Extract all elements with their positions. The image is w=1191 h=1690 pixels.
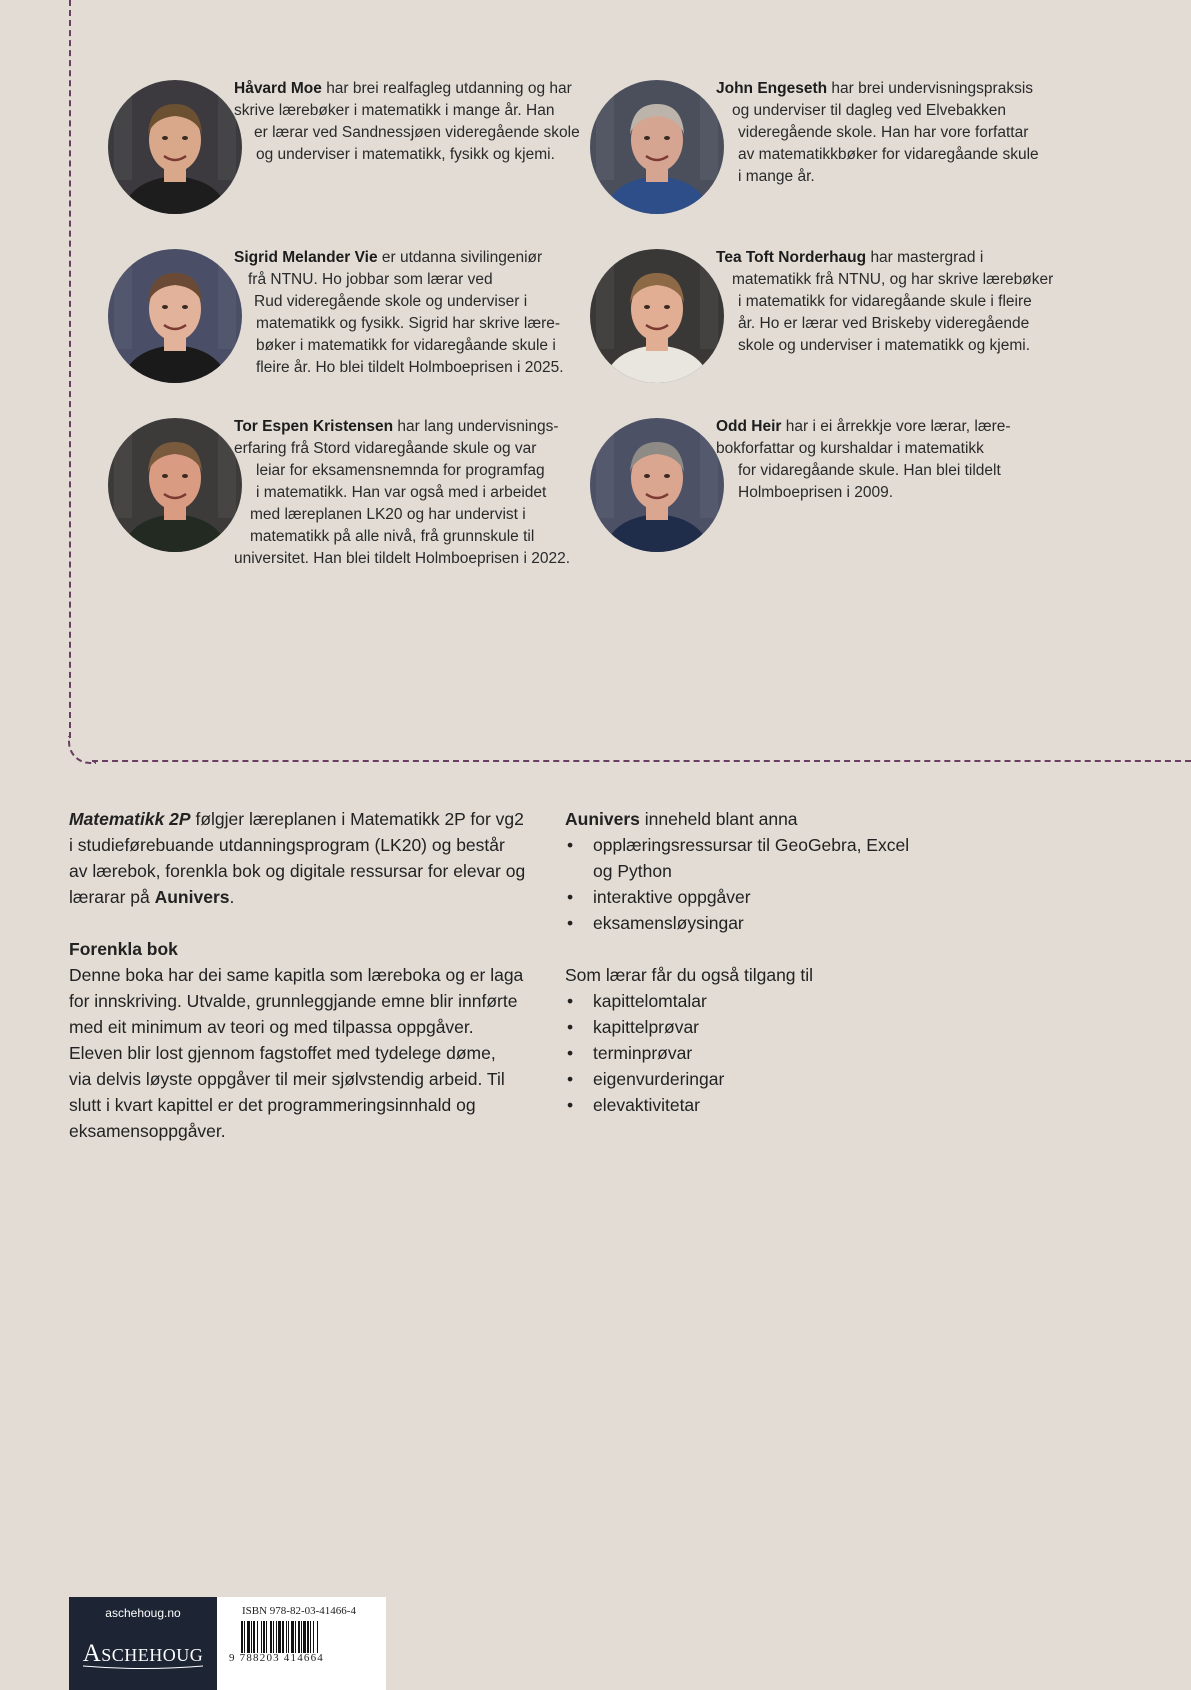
barcode-bar	[241, 1621, 243, 1653]
author-bio-line: fleire år. Ho blei tildelt Holmboeprisen i 2025.	[256, 359, 564, 376]
list-item: • eigenvurderingar	[565, 1066, 985, 1092]
barcode-bar	[303, 1621, 306, 1653]
author-bio-line: for vidaregåande skule. Han blei tildelt	[738, 462, 1001, 479]
forenkla-heading: Forenkla bok	[69, 939, 178, 959]
list-item: • kapittelprøvar	[565, 1014, 985, 1040]
forenkla-line: eksamensoppgåver.	[69, 1121, 226, 1141]
author-name: Tor Espen Kristensen	[234, 418, 394, 435]
list-item: • opplæringsressursar til GeoGebra, Excel og Python	[565, 832, 985, 884]
intro-paragraph	[69, 806, 569, 910]
svg-text:Aschehoug: Aschehoug	[82, 1640, 204, 1667]
barcode-bar	[251, 1621, 252, 1653]
aunivers-list	[565, 832, 985, 936]
intro-end: .	[229, 887, 235, 907]
barcode-bar	[263, 1621, 265, 1653]
barcode-bar	[286, 1621, 287, 1653]
author-photo	[590, 80, 724, 214]
author-bio-line: skrive lærebøker i matematikk i mange år. Han	[234, 102, 555, 119]
barcode-bar	[282, 1621, 284, 1653]
isbn-number: ISBN 978-82-03-41466-4	[242, 1605, 356, 1617]
author-photo	[108, 80, 242, 214]
author-bio	[716, 416, 1011, 504]
author-bio-line: Rud videregående skole og underviser i	[254, 293, 528, 310]
author-bio-line: med læreplanen LK20 og har undervist i	[250, 506, 526, 523]
author-bio-line: har mastergrad i	[870, 249, 984, 266]
barcode-bar	[270, 1621, 272, 1653]
author-bio	[716, 247, 1053, 357]
author-bio-line: matematikk frå NTNU, og har skrive lærebøker	[732, 271, 1054, 288]
intro-line: av lærebok, forenkla bok og digitale ressursar for elevar og	[69, 861, 526, 881]
barcode-bar	[253, 1621, 255, 1653]
forenkla-line: Denne boka har dei same kapitla som læreboka og er laga	[69, 965, 524, 985]
publisher-url[interactable]: aschehoug.no	[105, 1606, 181, 1620]
publisher-block	[69, 1597, 217, 1690]
list-item: • terminprøvar	[565, 1040, 985, 1066]
aunivers-intro	[565, 806, 985, 832]
aunivers-description	[565, 806, 985, 1118]
portrait-icon	[590, 249, 724, 383]
portrait-icon	[108, 418, 242, 552]
author-bio-line: skole og underviser i matematikk og kjemi.	[738, 337, 1031, 354]
publisher-logo	[69, 1633, 217, 1680]
barcode-bar	[310, 1621, 311, 1653]
barcode-bar	[257, 1621, 258, 1653]
author-bio-line: bøker i matematikk for vidaregåande skule i	[256, 337, 556, 354]
author-bio-line: leiar for eksamensnemnda for programfag	[256, 462, 545, 479]
author-bio-line: Holmboeprisen i 2009.	[738, 484, 894, 501]
intro-line: lærarar på	[69, 887, 150, 907]
barcode-bar	[313, 1621, 314, 1653]
author-bio-line: matematikk og fysikk. Sigrid har skrive lære-	[256, 315, 561, 332]
barcode-bar	[298, 1621, 300, 1653]
author-bio-line: år. Ho er lærar ved Briskeby videregående	[738, 315, 1030, 332]
teacher-intro: Som lærar får du også tilgang til	[565, 965, 814, 985]
author-bio-line: i matematikk. Han var også med i arbeidet	[256, 484, 547, 501]
aunivers-brand: Aunivers	[154, 887, 230, 907]
author-bio-line: frå NTNU. Ho jobbar som lærar ved	[248, 271, 493, 288]
barcode-bar	[317, 1621, 318, 1653]
isbn-block	[217, 1597, 386, 1690]
barcode-bar	[244, 1621, 245, 1653]
list-item: • elevaktivitetar	[565, 1092, 985, 1118]
author-bio-line: og underviser i matematikk, fysikk og kjemi.	[256, 146, 555, 163]
frame-dashed-left	[69, 0, 71, 738]
forenkla-line: Eleven blir lost gjennom fagstoffet med tydelege døme,	[69, 1043, 496, 1063]
barcode-bar	[301, 1621, 302, 1653]
barcode-digits: 9 788203 414664	[229, 1652, 324, 1664]
book-title: Matematikk 2P	[69, 809, 191, 829]
intro-line: i studieførebuande utdanningsprogram (LK20) og består	[69, 835, 505, 855]
author-photo	[590, 249, 724, 383]
aunivers-intro-rest: inneheld blant anna	[644, 809, 798, 829]
author-bio	[234, 416, 570, 570]
author-bio-line: er lærar ved Sandnessjøen videregående skole	[254, 124, 580, 141]
barcode-bar	[261, 1621, 262, 1653]
author-bio-line: matematikk på alle nivå, frå grunnskule til	[250, 528, 535, 545]
aschehoug-logo-icon	[69, 1633, 217, 1673]
author-bio-line: har brei realfagleg utdanning og har	[326, 80, 572, 97]
author-bio-line: videregående skole. Han har vore forfattar	[738, 124, 1029, 141]
barcode-bar	[288, 1621, 289, 1653]
author-photo	[590, 418, 724, 552]
barcode-bar	[247, 1621, 250, 1653]
forenkla-line: for innskriving. Utvalde, grunnleggjande emne blir innførte	[69, 991, 518, 1011]
aunivers-brand: Aunivers	[565, 809, 640, 829]
forenkla-line: med eit minimum av teori og med tilpassa oppgåver.	[69, 1017, 474, 1037]
author-bio-line: har lang undervisnings-	[397, 418, 559, 435]
author-photo	[108, 418, 242, 552]
author-bio-line: universitet. Han blei tildelt Holmboeprisen i 2022.	[234, 550, 571, 567]
teacher-list	[565, 988, 985, 1118]
author-bio	[716, 78, 1039, 188]
author-bio-line: av matematikkbøker for vidaregåande skule	[738, 146, 1039, 163]
barcode-icon	[241, 1621, 379, 1653]
author-bio-line: i mange år.	[738, 168, 815, 185]
list-item: • eksamensløysingar	[565, 910, 985, 936]
barcode-bar	[295, 1621, 296, 1653]
barcode-bar	[307, 1621, 309, 1653]
portrait-icon	[590, 80, 724, 214]
author-name: Sigrid Melander Vie	[234, 249, 378, 266]
author-bio-line: og underviser til dagleg ved Elvebakken	[732, 102, 1007, 119]
forenkla-line: via delvis løyste oppgåver til meir sjølvstendig arbeid. Til	[69, 1069, 505, 1089]
author-bio-line: har i ei årrekkje vore lærar, lære-	[785, 418, 1011, 435]
author-bio-line: i matematikk for vidaregåande skule i fleire	[738, 293, 1032, 310]
author-name: Tea Toft Norderhaug	[716, 249, 867, 266]
author-name: Odd Heir	[716, 418, 782, 435]
book-description	[69, 806, 569, 1144]
author-name: John Engeseth	[716, 80, 828, 97]
author-name: Håvard Moe	[234, 80, 322, 97]
author-bio-line: har brei undervisningspraksis	[831, 80, 1034, 97]
barcode-bar	[276, 1621, 277, 1653]
list-item: • interaktive oppgåver	[565, 884, 985, 910]
portrait-icon	[108, 80, 242, 214]
frame-dashed-bottom	[92, 760, 1191, 762]
list-item: • kapittelomtalar	[565, 988, 985, 1014]
forenkla-paragraph	[69, 962, 569, 1144]
portrait-icon	[590, 418, 724, 552]
forenkla-line: slutt i kvart kapittel er det programmeringsinnhald og	[69, 1095, 476, 1115]
barcode-bar	[291, 1621, 294, 1653]
barcode-bar	[278, 1621, 281, 1653]
intro-line: følgjer læreplanen i Matematikk 2P for vg2	[195, 809, 524, 829]
barcode-bar	[273, 1621, 274, 1653]
barcode-bar	[266, 1621, 267, 1653]
portrait-icon	[108, 249, 242, 383]
author-bio-line: erfaring frå Stord vidaregåande skule og var	[234, 440, 537, 457]
author-bio	[234, 247, 564, 379]
author-bio-line: bokforfattar og kurshaldar i matematikk	[716, 440, 984, 457]
author-bio	[234, 78, 580, 166]
author-photo	[108, 249, 242, 383]
author-bio-line: er utdanna sivilingeniør	[381, 249, 543, 266]
